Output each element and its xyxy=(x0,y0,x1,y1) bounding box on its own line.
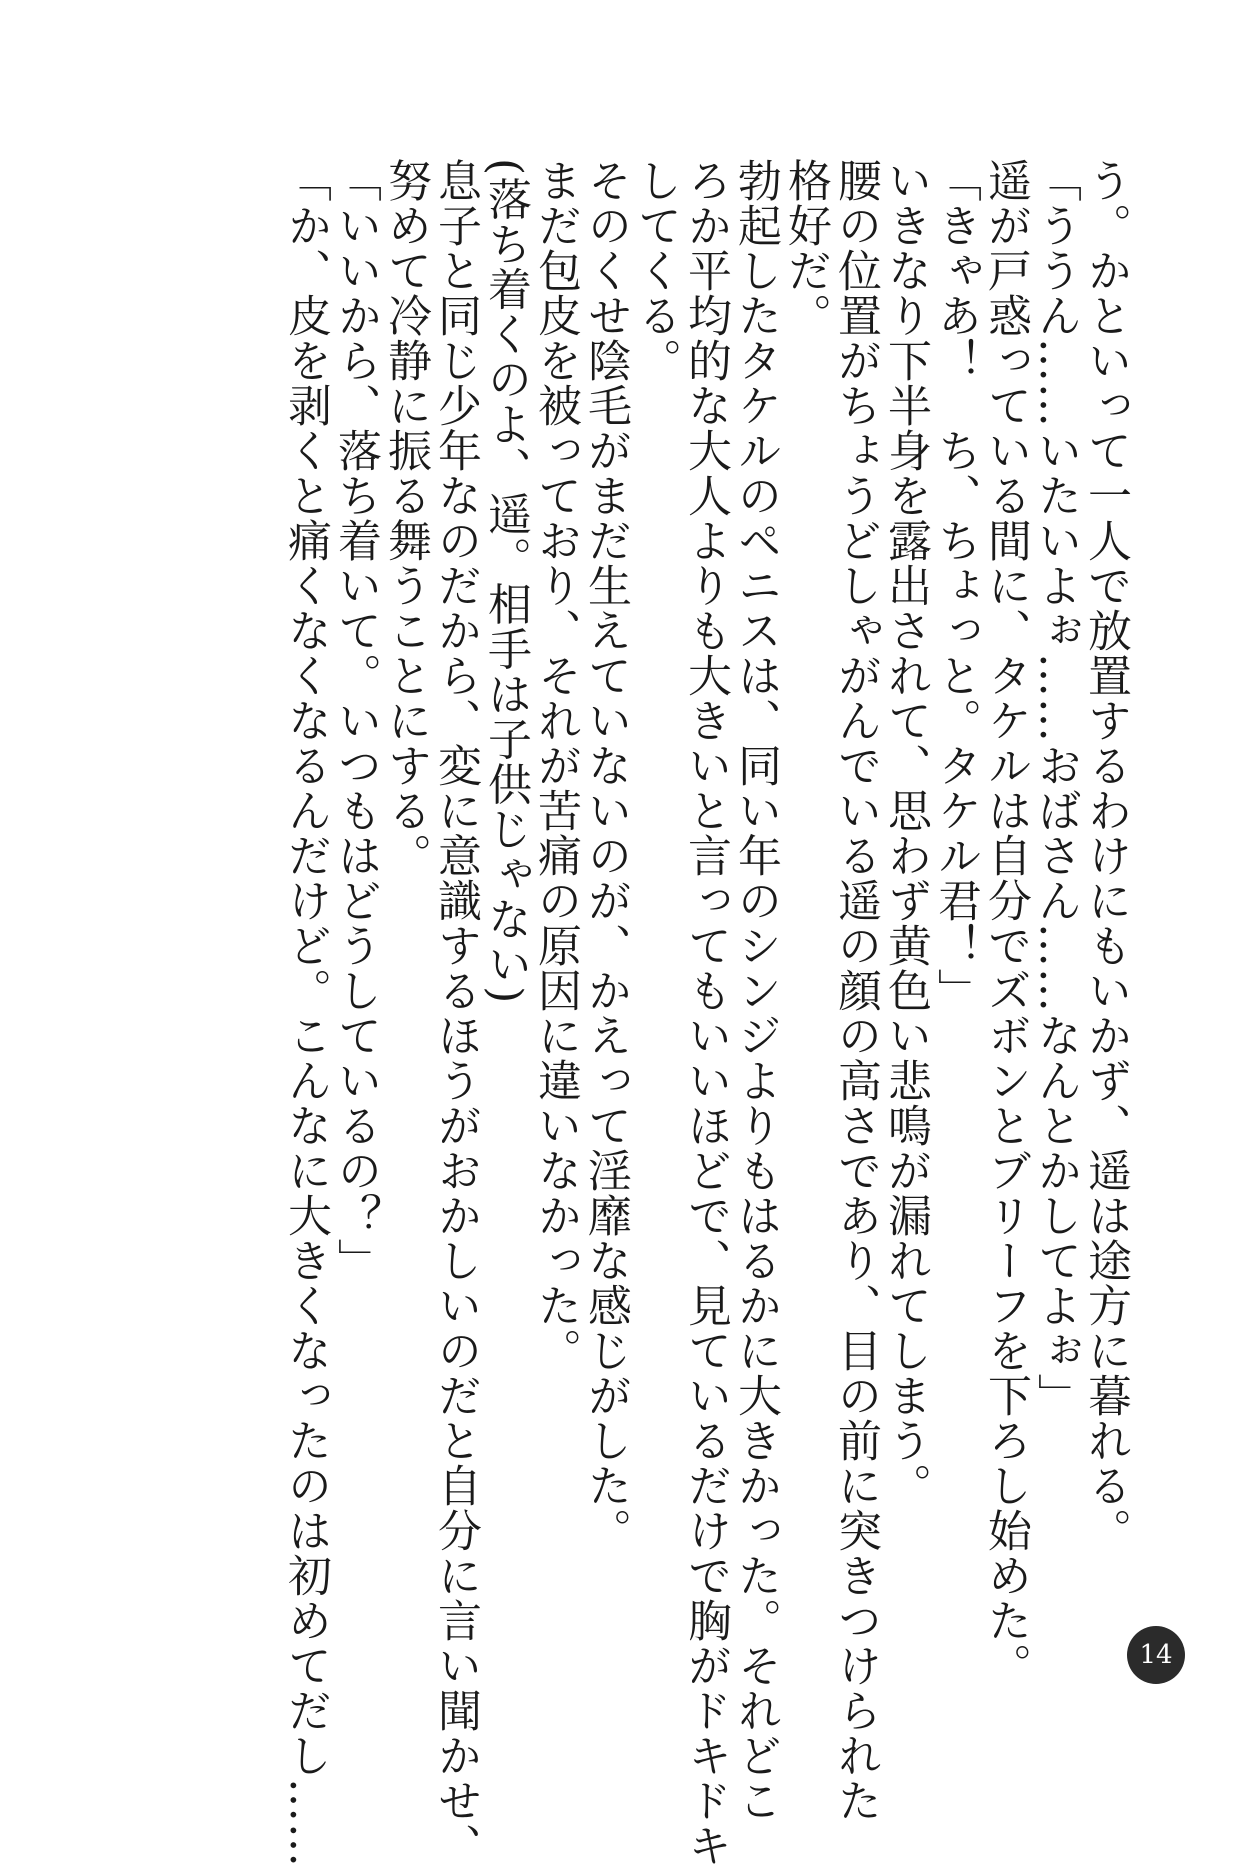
text-line: 「きゃあ！ ち、ちょっと。タケル君！」 xyxy=(930,158,981,1013)
text-line: いきなり下半身を露出されて、思わず黄色い悲鳴が漏れてしまう。 xyxy=(880,158,931,1508)
text-line: 勃起したタケルのペニスは、同い年のシンジよりもはるかに大きかった。それどこ xyxy=(730,158,781,1823)
text-line: まだ包皮を被っており、それが苦痛の原因に違いなかった。 xyxy=(530,158,581,1373)
text-line: 努めて冷静に振る舞うことにする。 xyxy=(380,158,431,878)
text-line: (落ち着くのよ、遥。相手は子供じゃない) xyxy=(480,158,531,1005)
text-line: 腰の位置がちょうどしゃがんでいる遥の顔の高さであり、目の前に突きつけられた xyxy=(830,158,881,1823)
text-line: そのくせ陰毛がまだ生えていないのが、かえって淫靡な感じがした。 xyxy=(580,158,631,1553)
text-line: 格好だ。 xyxy=(780,158,831,338)
text-line: 遥が戸惑っている間に、タケルは自分でズボンとブリーフを下ろし始めた。 xyxy=(980,158,1031,1688)
text-line: 「か、皮を剥くと痛くなくなるんだけど。こんなに大きくなったのは初めてだし…… xyxy=(280,158,331,1868)
text-line: 息子と同じ少年なのだから、変に意識するほうがおかしいのだと自分に言い聞かせ、 xyxy=(430,158,481,1868)
text-line: してくる。 xyxy=(630,158,681,383)
page-number-badge: 14 xyxy=(1127,1626,1185,1684)
body-text xyxy=(190,158,1131,1868)
text-line: ろか平均的な大人よりも大きいと言ってもいいほどで、見ているだけで胸がドキドキ xyxy=(680,158,731,1868)
text-line: 「ううん……いたいよぉ……おばさん……なんとかしてよぉ」 xyxy=(1030,158,1081,1418)
text-line: 「いいから、落ち着いて。いつもはどうしているの？」 xyxy=(330,158,381,1283)
text-line: う。かといって一人で放置するわけにもいかず、遥は途方に暮れる。 xyxy=(1080,158,1131,1553)
